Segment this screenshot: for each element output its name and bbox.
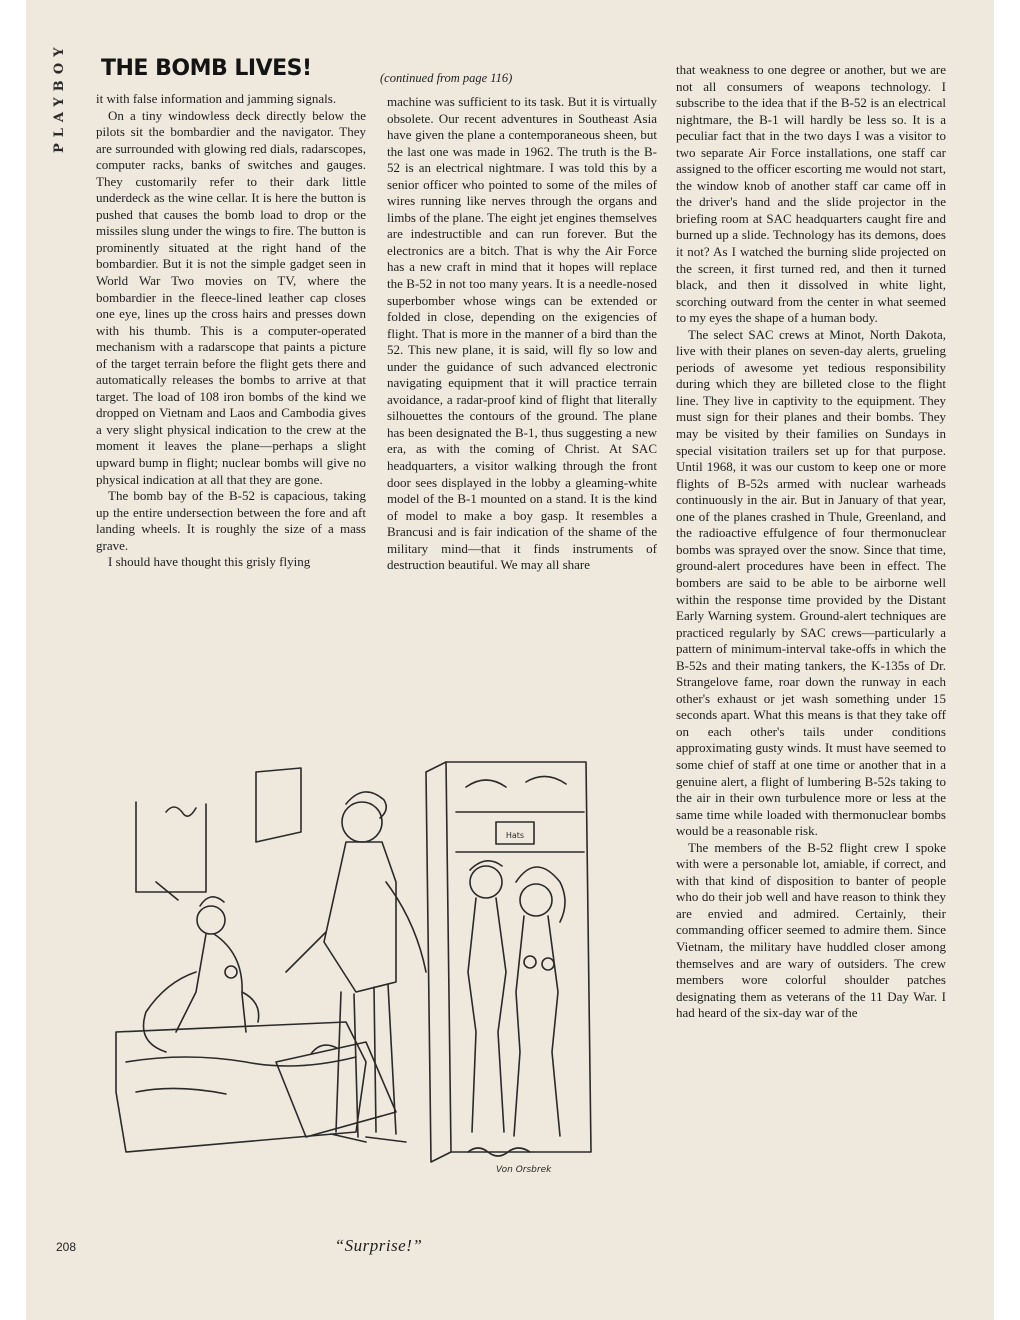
closet-label: Hats (505, 831, 525, 840)
paragraph: I should have thought this grisly flying (108, 554, 311, 570)
paragraph: it with false information and jamming signals. (96, 91, 337, 106)
paragraph: that weakness to one degree or another, but we are not all consumers of weapons technology. I subscribe to the idea that if the B-52 is an electrical nightmare, the B-1 will hardly be less so. It is a peculiar fact that in the two days I was a visitor to two separate Air Force installations, one staff car assigned to the officer escorting me would not start, the window knob of another staff car came off in the driver's hand and the slide projector in the briefing room at SAC headquarters caught fire and burned up a slide. Technology has its demons, does it not? As I watched the burning slide projected on the screen, it first turned red, and then it turned black, and then it dissolved in white light, scorching outward from the center in what seemed to my eyes the shape of a human body. (676, 62, 946, 326)
text-column-2 (387, 94, 657, 694)
paragraph: The members of the B-52 flight crew I spoke with were a personable lot, amiable, if correct, and with that kind of disposition to banter of people who do their job well and have reason to think they are envied and admired. Certainly, their commanding officer seemed to admire them. Since Vietnam, the military have huddled closer among themselves and are wary of outsiders. The crew members wore colorful shoulder patches designating them as veterans of the 11 Day War. I had heard of the six-day war of the (676, 839, 946, 1021)
woman-in-closet (514, 867, 565, 1136)
man-in-suit (286, 792, 426, 1142)
bed (116, 1022, 366, 1152)
man-in-closet (468, 861, 506, 1132)
text-column-1 (96, 91, 366, 691)
paragraph: The bomb bay of the B-52 is capacious, taking up the entire undersection between the fore and aft landing wheels. It is roughly the size of a mass grave. (96, 488, 366, 553)
wall-window (136, 802, 206, 892)
paragraph: machine was sufficient to its task. But it is virtually obsolete. Our recent adventures in Southeast Asia have given the plane a contemporaneous sheen, but the last one was made in 1962. The truth is the B-52 is an electrical nightmare. I was told this by a senior officer who pointed to some of the miles of wires running like nerves through the organs and limbs of the plane. The eight jet engines themselves are indestructible and can run forever. But the electronics are a bitch. That is why the Air Force has a new craft in mind that it hopes will replace the B-52 in not too many years. It is a needle-nosed superbomber whose wings can be extended or folded in close, depending on the exigencies of flight. That is more in the manner of a bird than the 52. This new plane, it is said, will fly so low and under the guidance of such advanced electronic navigating equipment that it will practice terrain avoidance, a radar-proof kind of flight that literally silhouettes the contours of the ground. The plane has been designated the B-1, thus suggesting a new era, as with the coming of Christ. At SAC headquarters, a visitor walking through the front door sees displayed in the lobby a gleaming-white model of the B-1 mounted on a stand. It is the kind of model to make a boy gasp. It resembles a Brancusi and is fair indication of the shame of the military mind—that it finds instruments of destruction beautiful. We may all share (387, 94, 657, 573)
continued-note: (continued from page 116) (380, 71, 513, 85)
closet (426, 762, 591, 1162)
page-number: 208 (56, 1240, 77, 1254)
text-column-3 (676, 62, 946, 1267)
magazine-side-mark: PLAYBOY (52, 42, 67, 154)
paragraph: The select SAC crews at Minot, North Dakota, live with their planes on seven-day alerts, grueling periods of awesome yet tedious responsibility during which they are billeted close to the flight line. They live in captivity to the equipment. They must sign for their planes and their bombs. They may be visited by their families on Sundays in special visitation trailers set up for that purpose. Until 1968, it was our custom to keep one or more flights of B-52s armed with nuclear warheads continuously in the air. But in January of that year, one of the planes crashed in Thule, Greenland, and the radioactive effulgence of four thermonuclear bombs was sprayed over the snow. Since that time, ground-alert procedures have been in effect. The bombers are said to be able to be airborne well within the response time provided by the Distant Early Warning system. Ground-alert techniques are practiced regularly by SAC crews—particularly a pattern of minimum-interval take-offs in which the B-52s and their mating tankers, the K-135s of Dr. Strangelove fame, roar down the runway in each other's exhaust or jet wash something under 15 seconds apart. What this means is that they take off on each other's tails under conditions approximating gusty winds. It must have seemed to some chief of staff at one time or another that in a genuine alert, a flight of lumbering B-52s taking to the air in their own turbulence more or less at the same time while loaded with thermonuclear bombs would be a reasonable risk. (676, 326, 946, 839)
cartoon-caption: “Surprise!” (334, 1236, 423, 1255)
article-headline: THE BOMB LIVES! (101, 56, 312, 81)
cartoon-illustration (96, 732, 661, 1202)
artist-signature: Von Orsbrek (496, 1165, 552, 1175)
paragraph: On a tiny windowless deck directly below the pilots sit the bombardier and the navigator. They are surrounded with glowing red dials, radarscopes, computer racks, banks of switches and gauges. They customarily refer to their dark little underdeck as the wine cellar. It is here the button is pushed that causes the bomb load to drop or the missiles slung under the wings to fire. The button is prominently situated at the right hand of the bombardier. But it is not the simple gadget seen in World War Two movies on TV, where the bombardier in the fleece-lined leather cap closes one eye, lines up the cross hairs and presses down with his thumb. This is a computer-operated mechanism with a radarscope that paints a picture of the target terrain before the flight gets there and automatically releases the bombs to arrive at that target. The load of 108 iron bombs of the kind we dropped on Vietnam and Laos and Cambodia gives a very slight physical indication to the crew at the moment it leaves the plane—perhaps a slight upward bump in flight; nuclear bombs will give no physical indication at all that they are gone. (96, 107, 366, 487)
